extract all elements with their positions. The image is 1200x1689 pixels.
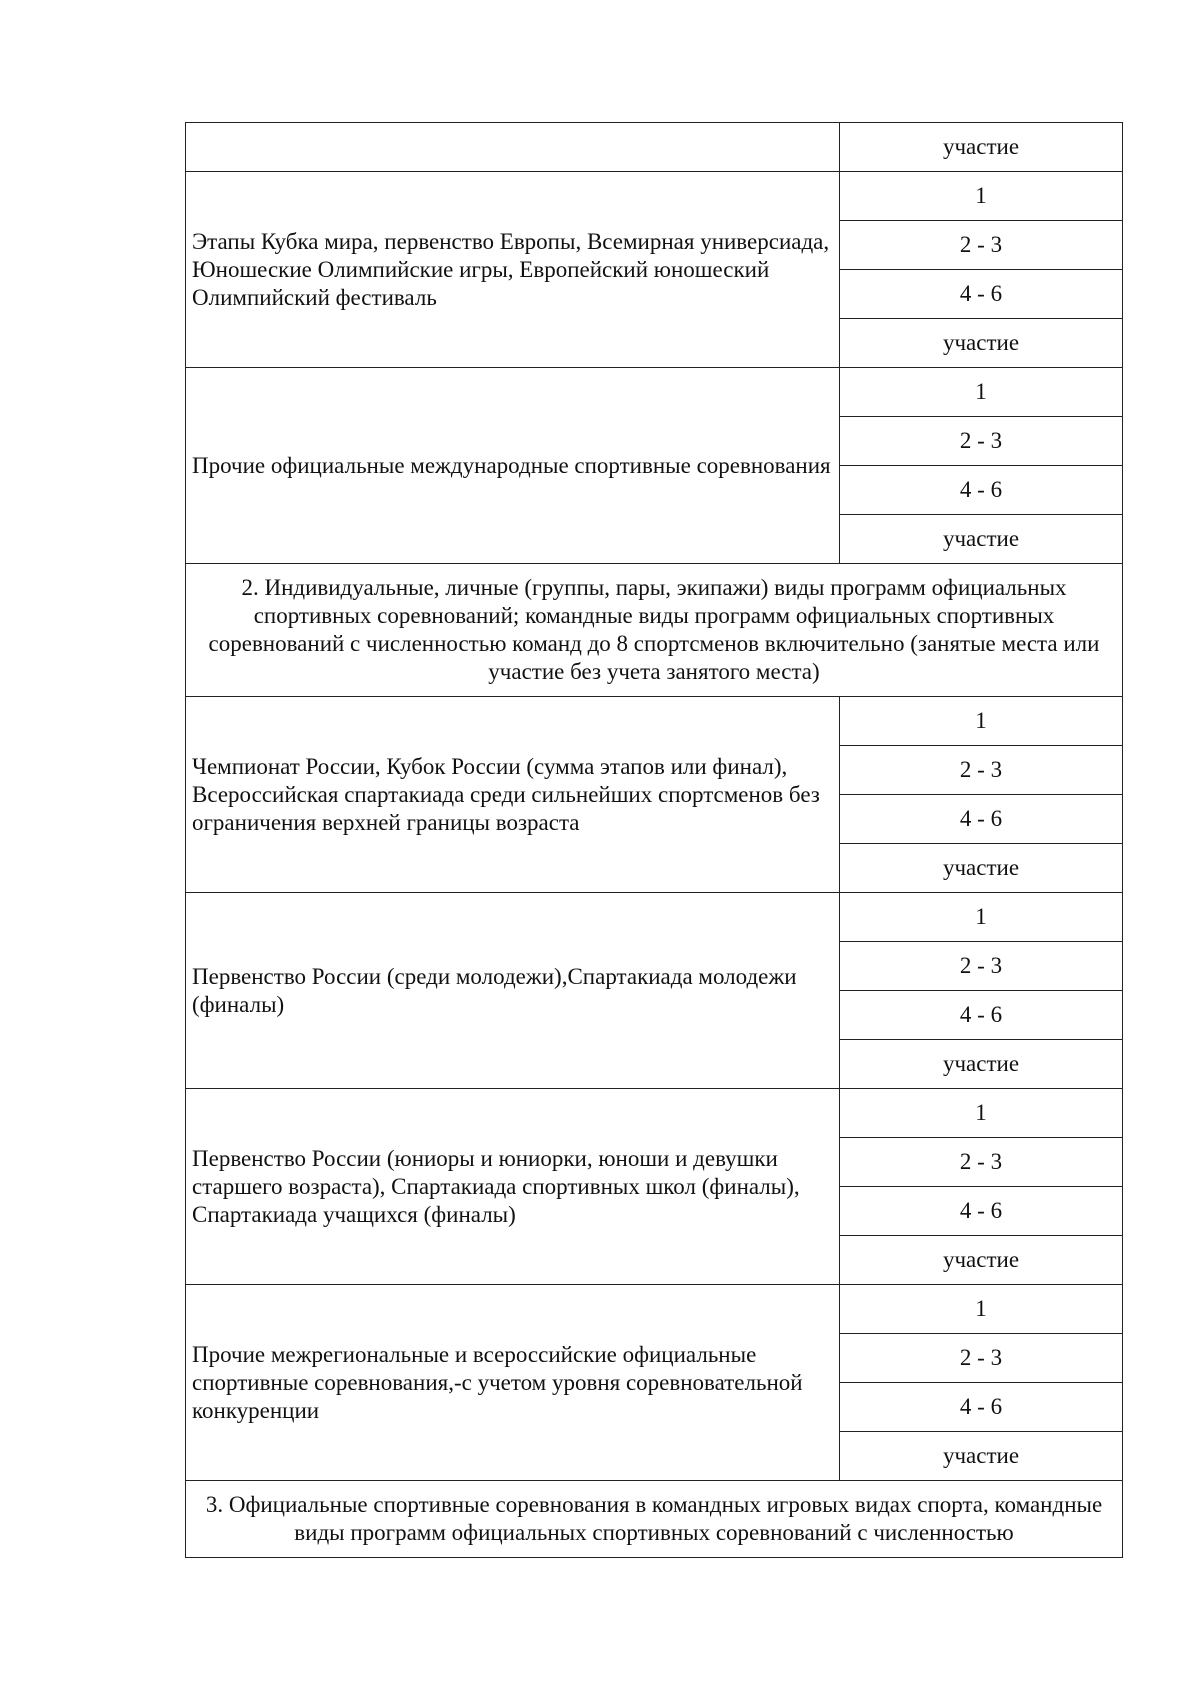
place-cell: 2 - 3 (840, 417, 1123, 466)
place-cell: 4 - 6 (840, 270, 1123, 319)
place-cell: 4 - 6 (840, 991, 1123, 1040)
place-cell: участие (840, 1040, 1123, 1089)
section-row (186, 1481, 1123, 1558)
competition-name-cell: Чемпионат России, Кубок России (сумма этапов или финал), Всероссийская спартакиада среди сильнейших спортсменов без ограничения верхней границы возраста (186, 697, 840, 893)
place-cell: 4 - 6 (840, 795, 1123, 844)
place-cell: участие (840, 844, 1123, 893)
place-cell: 4 - 6 (840, 466, 1123, 515)
place-cell: 2 - 3 (840, 221, 1123, 270)
table-row (186, 368, 1123, 417)
place-cell: 1 (840, 893, 1123, 942)
place-cell: 1 (840, 697, 1123, 746)
table-row (186, 123, 1123, 172)
section-heading-cell: 2. Индивидуальные, личные (группы, пары, экипажи) виды программ официальных спортивных соревнований; командные виды программ официальных спортивных соревнований с численностью команд до 8 спортсменов включительно (занятые места или участие без учета занятого места) (186, 564, 1123, 697)
place-cell: 1 (840, 172, 1123, 221)
table-row (186, 697, 1123, 746)
table-row (186, 893, 1123, 942)
place-cell: 1 (840, 1285, 1123, 1334)
place-cell: 2 - 3 (840, 942, 1123, 991)
competition-name-cell: Первенство России (среди молодежи),Спартакиада молодежи (финалы) (186, 893, 840, 1089)
competition-name-cell: Первенство России (юниоры и юниорки, юноши и девушки старшего возраста), Спартакиада спортивных школ (финалы), Спартакиада учащихся (финалы) (186, 1089, 840, 1285)
competition-table-body (186, 123, 1123, 1558)
section-heading-cell: 3. Официальные спортивные соревнования в командных игровых видах спорта, командные виды программ официальных спортивных соревнований с численностью (186, 1481, 1123, 1558)
competition-name-cell: Прочие официальные международные спортивные соревнования (186, 368, 840, 564)
place-cell: 2 - 3 (840, 746, 1123, 795)
table-row (186, 172, 1123, 221)
place-cell: участие (840, 319, 1123, 368)
place-cell: 2 - 3 (840, 1138, 1123, 1187)
place-cell: 4 - 6 (840, 1187, 1123, 1236)
place-cell: участие (840, 123, 1123, 172)
competition-table (185, 122, 1123, 1558)
place-cell: участие (840, 515, 1123, 564)
section-row (186, 564, 1123, 697)
table-row (186, 1285, 1123, 1334)
place-cell: 1 (840, 1089, 1123, 1138)
table-row (186, 1089, 1123, 1138)
competition-name-cell: Прочие межрегиональные и всероссийские официальные спортивные соревнования,-с учетом уровня соревновательной конкуренции (186, 1285, 840, 1481)
place-cell: 4 - 6 (840, 1383, 1123, 1432)
competition-name-cell: Этапы Кубка мира, первенство Европы, Всемирная универсиада, Юношеские Олимпийские игры, Европейский юношеский Олимпийский фестиваль (186, 172, 840, 368)
competition-cell-empty (186, 123, 840, 172)
place-cell: 1 (840, 368, 1123, 417)
place-cell: участие (840, 1432, 1123, 1481)
place-cell: 2 - 3 (840, 1334, 1123, 1383)
place-cell: участие (840, 1236, 1123, 1285)
